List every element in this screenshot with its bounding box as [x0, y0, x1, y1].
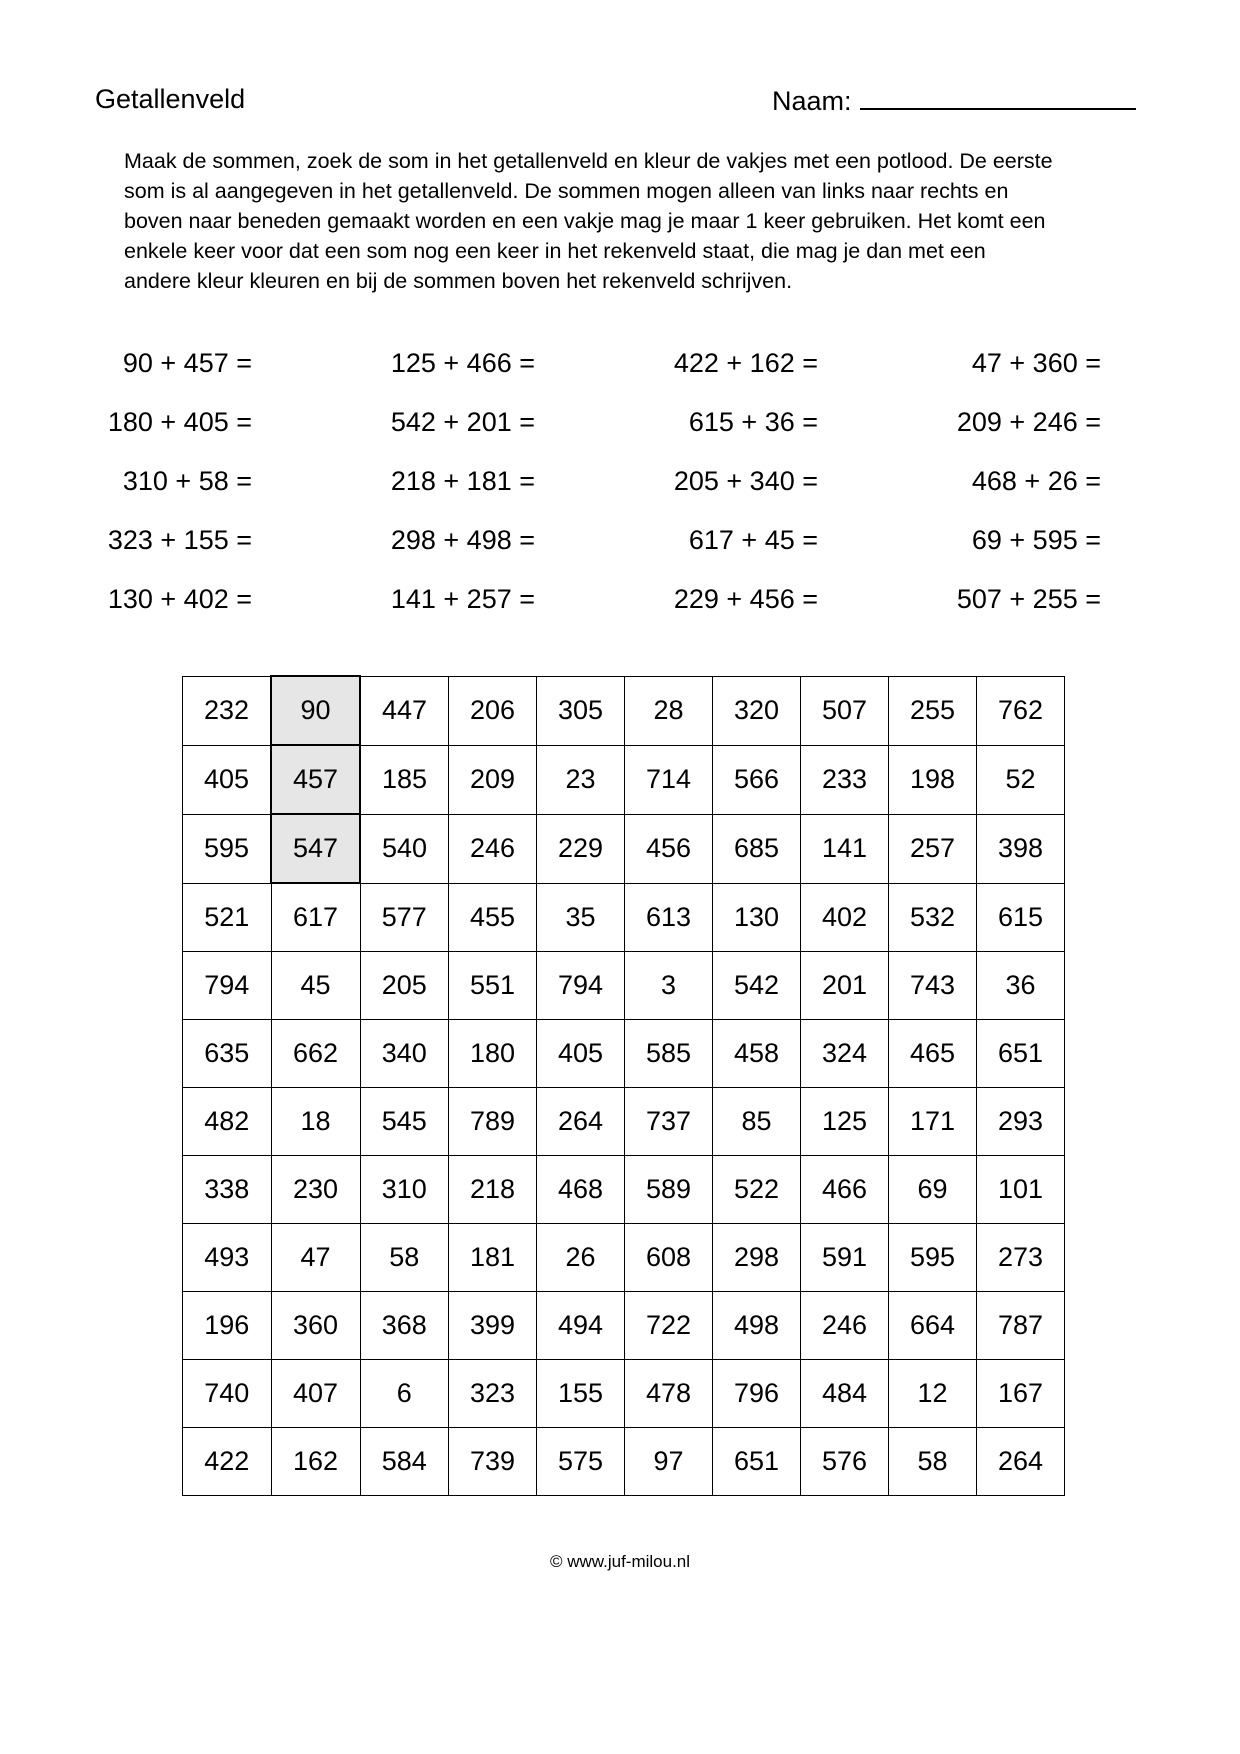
grid-cell[interactable]: 787 — [977, 1292, 1065, 1360]
grid-cell[interactable]: 456 — [625, 814, 713, 883]
grid-row — [183, 1224, 1065, 1292]
grid-cell[interactable]: 340 — [360, 1020, 449, 1088]
sum-item: 323 + 155 = — [107, 525, 252, 555]
grid-cell[interactable]: 447 — [360, 676, 449, 745]
grid-cell[interactable]: 6 — [360, 1360, 449, 1428]
grid-cell[interactable]: 608 — [625, 1224, 713, 1292]
grid-cell[interactable]: 305 — [537, 676, 625, 745]
grid-cell[interactable]: 651 — [977, 1020, 1065, 1088]
grid-cell[interactable]: 324 — [801, 1020, 889, 1088]
grid-cell[interactable]: 246 — [801, 1292, 889, 1360]
sum-item: 507 + 255 = — [956, 584, 1101, 614]
number-grid — [182, 675, 1065, 1496]
grid-cell[interactable]: 246 — [449, 814, 537, 883]
grid-cell[interactable]: 141 — [801, 814, 889, 883]
grid-cell[interactable]: 206 — [449, 676, 537, 745]
grid-cell[interactable]: 209 — [449, 745, 537, 814]
grid-cell[interactable]: 522 — [713, 1156, 801, 1224]
instruction-line: Maak de sommen, zoek de som in het getallenveld en kleur de vakjes met een potlood. De eerste — [124, 149, 1053, 173]
grid-row — [183, 1292, 1065, 1360]
grid-cell[interactable]: 493 — [183, 1224, 272, 1292]
grid-cell[interactable]: 545 — [360, 1088, 449, 1156]
grid-cell[interactable]: 635 — [183, 1020, 272, 1088]
grid-cell[interactable]: 196 — [183, 1292, 272, 1360]
grid-cell[interactable]: 455 — [449, 883, 537, 952]
grid-cell[interactable]: 407 — [271, 1360, 360, 1428]
grid-cell[interactable]: 360 — [271, 1292, 360, 1360]
grid-cell[interactable]: 576 — [801, 1428, 889, 1496]
instruction-line: enkele keer voor dat een som nog een keer in het rekenveld staat, die mag je dan met een — [124, 239, 986, 263]
grid-cell[interactable]: 399 — [449, 1292, 537, 1360]
grid-cell[interactable]: 737 — [625, 1088, 713, 1156]
grid-row — [183, 1088, 1065, 1156]
grid-cell[interactable]: 651 — [713, 1428, 801, 1496]
grid-cell[interactable]: 540 — [360, 814, 449, 883]
grid-cell[interactable]: 185 — [360, 745, 449, 814]
instructions — [124, 146, 1124, 296]
grid-cell[interactable]: 130 — [713, 883, 801, 952]
sum-item: 298 + 498 = — [390, 525, 535, 555]
grid-cell[interactable]: 205 — [360, 952, 449, 1020]
grid-cell[interactable]: 740 — [183, 1360, 272, 1428]
grid-cell[interactable]: 298 — [713, 1224, 801, 1292]
grid-cell[interactable]: 494 — [537, 1292, 625, 1360]
instruction-line: boven naar beneden gemaakt worden en een vakje mag je maar 1 keer gebruiken. Het komt een — [124, 209, 1046, 233]
grid-cell[interactable]: 233 — [801, 745, 889, 814]
grid-cell[interactable]: 264 — [537, 1088, 625, 1156]
grid-cell[interactable]: 28 — [625, 676, 713, 745]
grid-cell[interactable]: 52 — [977, 745, 1065, 814]
grid-cell[interactable]: 368 — [360, 1292, 449, 1360]
grid-cell[interactable]: 155 — [537, 1360, 625, 1428]
grid-cell[interactable]: 458 — [713, 1020, 801, 1088]
grid-cell[interactable]: 405 — [537, 1020, 625, 1088]
grid-cell[interactable]: 198 — [889, 745, 977, 814]
grid-cell[interactable]: 722 — [625, 1292, 713, 1360]
grid-cell[interactable]: 794 — [183, 952, 272, 1020]
grid-cell[interactable]: 35 — [537, 883, 625, 952]
grid-cell[interactable]: 595 — [889, 1224, 977, 1292]
sum-item: 205 + 340 = — [673, 466, 818, 496]
grid-cell[interactable]: 181 — [449, 1224, 537, 1292]
grid-cell[interactable]: 97 — [625, 1428, 713, 1496]
sum-item: 422 + 162 = — [673, 348, 818, 378]
grid-cell[interactable]: 664 — [889, 1292, 977, 1360]
sum-item: 125 + 466 = — [390, 348, 535, 378]
grid-cell[interactable]: 613 — [625, 883, 713, 952]
grid-cell[interactable]: 18 — [271, 1088, 360, 1156]
grid-cell[interactable]: 45 — [271, 952, 360, 1020]
grid-cell[interactable]: 739 — [449, 1428, 537, 1496]
sum-item: 468 + 26 = — [971, 466, 1101, 496]
grid-cell[interactable]: 125 — [801, 1088, 889, 1156]
sum-row — [0, 348, 1240, 407]
grid-cell[interactable]: 218 — [449, 1156, 537, 1224]
grid-cell[interactable]: 162 — [271, 1428, 360, 1496]
grid-cell[interactable]: 338 — [183, 1156, 272, 1224]
grid-cell[interactable]: 577 — [360, 883, 449, 952]
grid-cell[interactable]: 201 — [801, 952, 889, 1020]
grid-cell[interactable]: 257 — [889, 814, 977, 883]
grid-cell[interactable]: 484 — [801, 1360, 889, 1428]
grid-cell[interactable]: 465 — [889, 1020, 977, 1088]
sum-item: 180 + 405 = — [107, 407, 252, 437]
grid-cell[interactable]: 789 — [449, 1088, 537, 1156]
grid-cell[interactable]: 23 — [537, 745, 625, 814]
grid-cell[interactable]: 69 — [889, 1156, 977, 1224]
grid-cell[interactable]: 566 — [713, 745, 801, 814]
grid-cell[interactable]: 498 — [713, 1292, 801, 1360]
sum-item: 69 + 595 = — [971, 525, 1101, 555]
grid-row — [183, 952, 1065, 1020]
grid-cell[interactable]: 468 — [537, 1156, 625, 1224]
grid-cell[interactable]: 402 — [801, 883, 889, 952]
sum-item: 310 + 58 = — [122, 466, 252, 496]
grid-cell[interactable]: 36 — [977, 952, 1065, 1020]
grid-row — [183, 1156, 1065, 1224]
sum-row — [0, 407, 1240, 466]
grid-cell[interactable]: 230 — [271, 1156, 360, 1224]
grid-cell[interactable]: 255 — [889, 676, 977, 745]
grid-row — [183, 1020, 1065, 1088]
grid-cell[interactable]: 762 — [977, 676, 1065, 745]
grid-cell[interactable]: 532 — [889, 883, 977, 952]
grid-cell[interactable]: 273 — [977, 1224, 1065, 1292]
instruction-line: som is al aangegeven in het getallenveld. De sommen mogen alleen van links naar rechts en — [124, 179, 1009, 203]
grid-cell[interactable]: 101 — [977, 1156, 1065, 1224]
grid-cell[interactable]: 685 — [713, 814, 801, 883]
grid-cell[interactable]: 422 — [183, 1428, 272, 1496]
grid-cell[interactable]: 482 — [183, 1088, 272, 1156]
grid-cell[interactable]: 58 — [360, 1224, 449, 1292]
grid-row — [183, 676, 1065, 745]
grid-cell[interactable]: 796 — [713, 1360, 801, 1428]
grid-cell-highlighted[interactable]: 547 — [271, 814, 360, 883]
grid-cell[interactable]: 293 — [977, 1088, 1065, 1156]
page-title: Getallenveld — [95, 84, 246, 114]
grid-cell[interactable]: 264 — [977, 1428, 1065, 1496]
grid-cell[interactable]: 85 — [713, 1088, 801, 1156]
grid-cell[interactable]: 398 — [977, 814, 1065, 883]
name-label: Naam: — [772, 86, 852, 116]
grid-cell[interactable]: 232 — [183, 676, 272, 745]
sum-item: 141 + 257 = — [390, 584, 535, 614]
sums-list — [0, 348, 1240, 643]
grid-cell[interactable]: 26 — [537, 1224, 625, 1292]
grid-cell[interactable]: 171 — [889, 1088, 977, 1156]
grid-cell[interactable]: 794 — [537, 952, 625, 1020]
sum-item: 90 + 457 = — [122, 348, 252, 378]
grid-cell[interactable]: 584 — [360, 1428, 449, 1496]
grid-cell[interactable]: 617 — [271, 883, 360, 952]
sum-row — [0, 584, 1240, 643]
grid-cell[interactable]: 478 — [625, 1360, 713, 1428]
sum-item: 209 + 246 = — [956, 407, 1101, 437]
sum-row — [0, 525, 1240, 584]
grid-row — [183, 814, 1065, 883]
grid-cell[interactable]: 595 — [183, 814, 272, 883]
grid-cell[interactable]: 47 — [271, 1224, 360, 1292]
grid-row — [183, 883, 1065, 952]
grid-cell[interactable]: 585 — [625, 1020, 713, 1088]
sum-item: 617 + 45 = — [688, 525, 818, 555]
grid-cell[interactable]: 320 — [713, 676, 801, 745]
grid-cell[interactable]: 521 — [183, 883, 272, 952]
grid-cell[interactable]: 615 — [977, 883, 1065, 952]
sum-item: 130 + 402 = — [107, 584, 252, 614]
grid-cell[interactable]: 310 — [360, 1156, 449, 1224]
grid-row — [183, 1360, 1065, 1428]
grid-cell[interactable]: 589 — [625, 1156, 713, 1224]
grid-cell[interactable]: 12 — [889, 1360, 977, 1428]
grid-cell[interactable]: 405 — [183, 745, 272, 814]
grid-cell[interactable]: 466 — [801, 1156, 889, 1224]
grid-cell[interactable]: 167 — [977, 1360, 1065, 1428]
sum-item: 615 + 36 = — [688, 407, 818, 437]
grid-cell[interactable]: 575 — [537, 1428, 625, 1496]
name-field[interactable] — [772, 84, 1136, 117]
grid-cell[interactable]: 58 — [889, 1428, 977, 1496]
grid-cell[interactable]: 714 — [625, 745, 713, 814]
grid-cell[interactable]: 591 — [801, 1224, 889, 1292]
grid-cell[interactable]: 743 — [889, 952, 977, 1020]
name-input-line[interactable] — [860, 84, 1136, 110]
sum-row — [0, 466, 1240, 525]
grid-cell-highlighted[interactable]: 90 — [271, 676, 360, 745]
grid-cell[interactable]: 323 — [449, 1360, 537, 1428]
sum-item: 218 + 181 = — [390, 466, 535, 496]
grid-cell[interactable]: 551 — [449, 952, 537, 1020]
grid-cell[interactable]: 507 — [801, 676, 889, 745]
copyright-footer: © www.juf-milou.nl — [549, 1552, 691, 1571]
grid-cell-highlighted[interactable]: 457 — [271, 745, 360, 814]
sum-item: 229 + 456 = — [673, 584, 818, 614]
instruction-line: andere kleur kleuren en bij de sommen boven het rekenveld schrijven. — [124, 269, 793, 293]
grid-cell[interactable]: 662 — [271, 1020, 360, 1088]
grid-cell[interactable]: 3 — [625, 952, 713, 1020]
sum-item: 542 + 201 = — [390, 407, 535, 437]
grid-row — [183, 1428, 1065, 1496]
grid-cell[interactable]: 542 — [713, 952, 801, 1020]
grid-row — [183, 745, 1065, 814]
grid-cell[interactable]: 229 — [537, 814, 625, 883]
sum-item: 47 + 360 = — [971, 348, 1101, 378]
grid-cell[interactable]: 180 — [449, 1020, 537, 1088]
